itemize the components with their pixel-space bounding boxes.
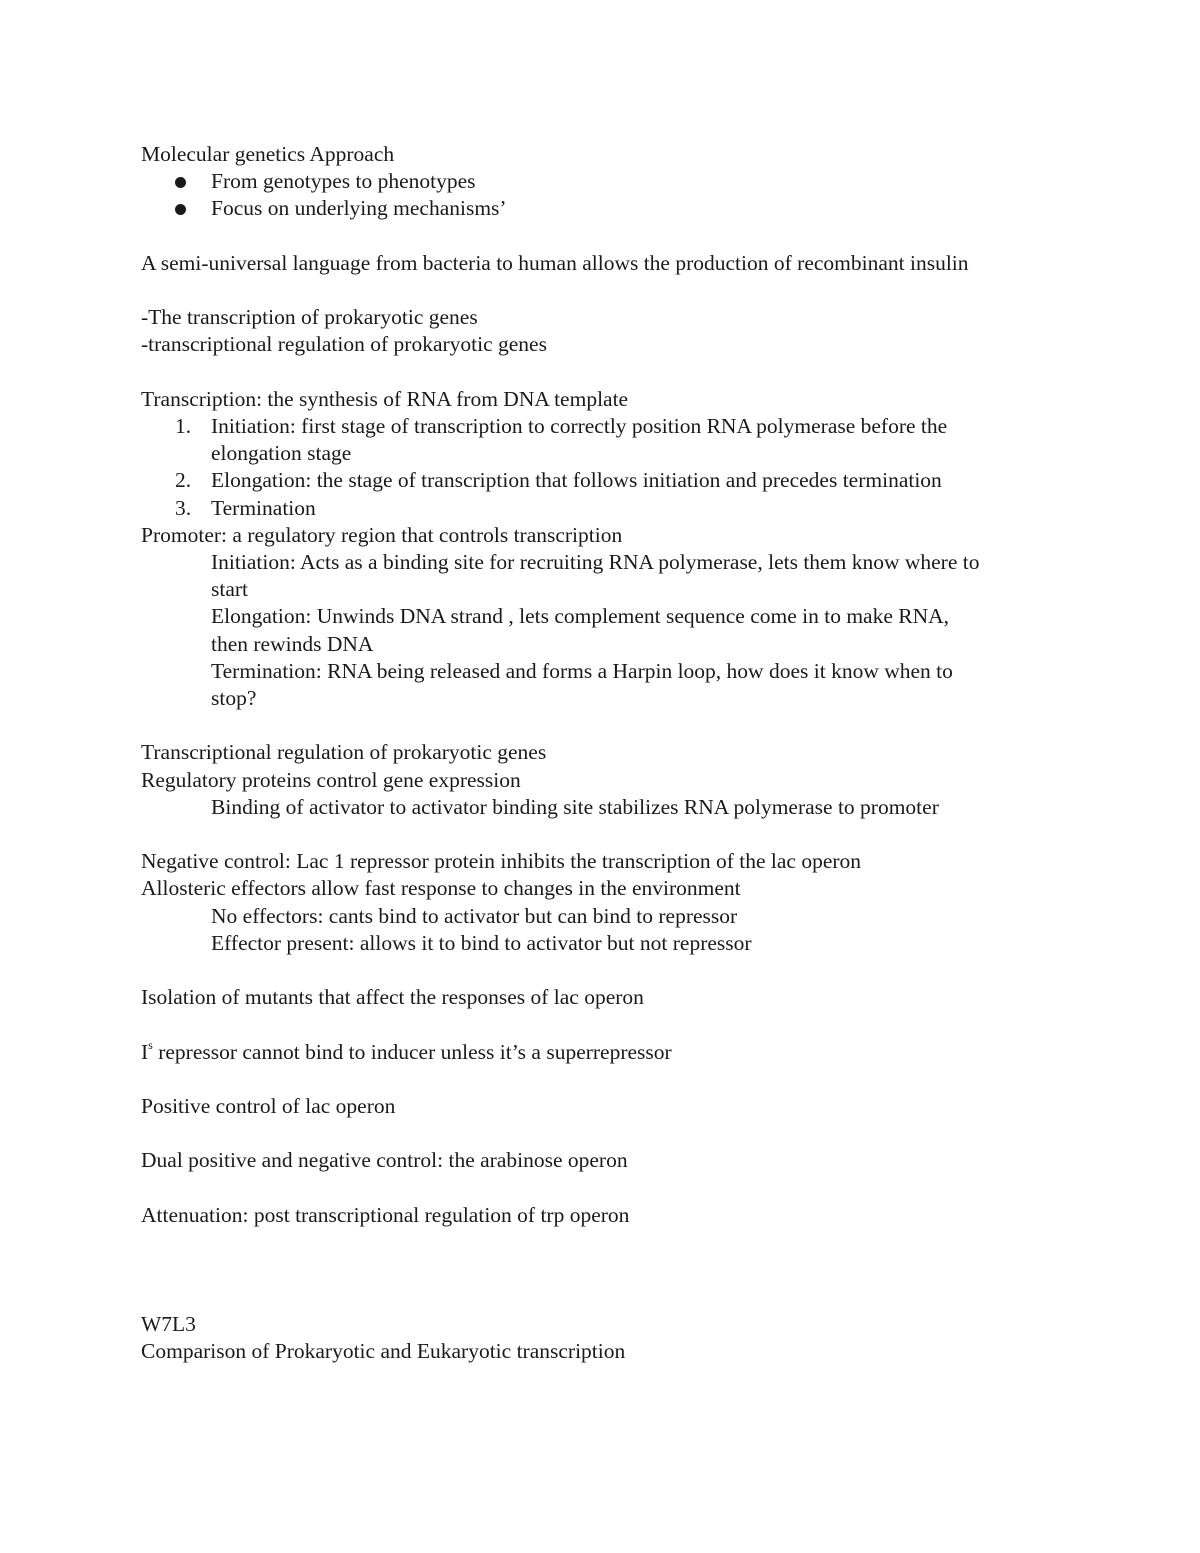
promoter-detail: Initiation: Acts as a binding site for recruiting RNA polymerase, lets them know where to (211, 550, 980, 574)
numbered-item: 1. Initiation: first stage of transcription to correctly position RNA polymerase before the (141, 413, 1071, 440)
regulatory-proteins-line: Regulatory proteins control gene expression (141, 767, 521, 792)
numbered-item: 3. Termination (141, 495, 1071, 522)
superrepressor-line: $I^s$ repressor cannot bind to inducer unless it’s a superrepressor (141, 1038, 672, 1064)
promoter-detail-continuation: stop? (211, 686, 257, 711)
spacer (141, 1011, 1071, 1038)
comparison-heading: Comparison of Prokaryotic and Eukaryotic transcription (141, 1338, 626, 1363)
spacer (141, 1283, 1071, 1310)
spacer (141, 1229, 1071, 1256)
attenuation-line: Attenuation: post transcriptional regulation of trp operon (141, 1202, 630, 1227)
bullet-item: Focus on underlying mechanisms’ (141, 195, 1071, 222)
positive-control-line: Positive control of lac operon (141, 1093, 396, 1118)
activator-binding-line: Binding of activator to activator binding site stabilizes RNA polymerase to promoter (211, 794, 939, 819)
list-number: 2. (175, 468, 192, 493)
negative-control-line: Negative control: Lac 1 repressor protein inhibits the transcription of the lac operon (141, 849, 862, 874)
dash-item: -The transcription of prokaryotic genes (141, 305, 478, 330)
dash-item: -transcriptional regulation of prokaryotic genes (141, 332, 547, 357)
spacer (141, 1120, 1071, 1147)
semi-universal-line: A semi-universal language from bacteria to human allows the production of recombinant insulin (141, 250, 969, 275)
no-effectors-line: No effectors: cants bind to activator but can bind to repressor (211, 903, 738, 928)
dual-control-line: Dual positive and negative control: the arabinose operon (141, 1148, 628, 1173)
heading-molecular-genetics: Molecular genetics Approach (141, 142, 395, 166)
bullet-icon (175, 204, 186, 215)
spacer (141, 277, 1071, 304)
spacer (141, 359, 1071, 386)
promoter-detail: Elongation: Unwinds DNA strand , lets complement sequence come in to make RNA, (211, 604, 950, 629)
document-page (141, 141, 1071, 1365)
numbered-item-continuation: elongation stage (211, 441, 352, 466)
isolation-line: Isolation of mutants that affect the responses of lac operon (141, 985, 644, 1010)
spacer (141, 712, 1071, 739)
spacer (141, 1066, 1071, 1093)
list-number: 1. (175, 413, 192, 438)
promoter-detail-continuation: start (211, 577, 249, 602)
spacer (141, 821, 1071, 848)
promoter-definition: Promoter: a regulatory region that controls transcription (141, 522, 623, 547)
spacer (141, 957, 1071, 984)
transcription-definition: Transcription: the synthesis of RNA from DNA template (141, 386, 629, 411)
spacer (141, 1256, 1071, 1283)
list-number: 3. (175, 495, 192, 520)
spacer (141, 223, 1071, 250)
numbered-item: 2. Elongation: the stage of transcription that follows initiation and precedes termination (141, 467, 1071, 494)
spacer (141, 1175, 1071, 1202)
lecture-code: W7L3 (141, 1311, 196, 1336)
promoter-detail-continuation: then rewinds DNA (211, 631, 374, 656)
bullet-item: From genotypes to phenotypes (141, 168, 1071, 195)
regulation-heading: Transcriptional regulation of prokaryotic genes (141, 740, 547, 765)
allosteric-line: Allosteric effectors allow fast response to changes in the environment (141, 876, 741, 901)
promoter-detail: Termination: RNA being released and forms a Harpin loop, how does it know when to (211, 658, 953, 683)
bullet-icon (175, 177, 186, 188)
effector-present-line: Effector present: allows it to bind to activator but not repressor (211, 930, 752, 955)
